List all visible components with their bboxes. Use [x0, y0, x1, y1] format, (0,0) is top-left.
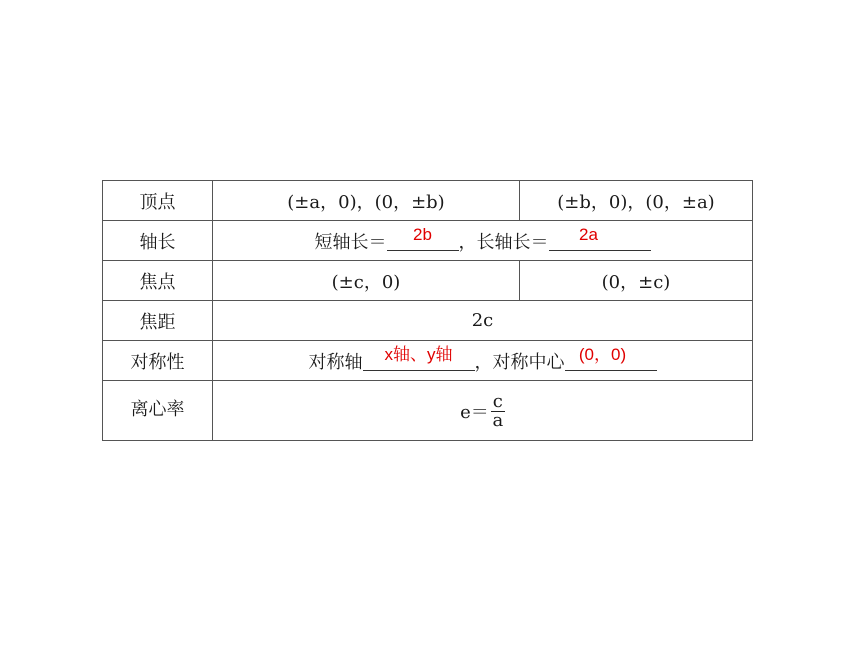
row-label: 离心率: [103, 381, 213, 441]
minor-axis-blank: [387, 225, 459, 251]
row-label: 焦距: [103, 301, 213, 340]
table-row-eccentricity: [103, 381, 752, 441]
symmetry-center-answer: (0，0): [578, 345, 627, 364]
row-label: 焦点: [103, 261, 213, 300]
table-row-focus: [103, 261, 752, 301]
symmetry-axis-blank: [363, 345, 475, 371]
symmetry-axis-answer: x轴、y轴: [384, 345, 453, 364]
symmetry-center-blank: [565, 345, 657, 371]
minor-axis-answer: 2b: [413, 225, 432, 244]
fraction-numerator: c: [492, 390, 503, 412]
symmetry-center-text: ，对称中心: [474, 351, 565, 373]
fraction-denominator: a: [492, 409, 504, 431]
table-row-focal-distance: [103, 301, 752, 341]
table-row-axis-length: [103, 221, 752, 261]
table-row-vertex: [103, 181, 752, 221]
row-label: 对称性: [103, 341, 213, 380]
focus-vertical-value: (0，±c): [601, 271, 671, 293]
eccentricity-content: [213, 381, 752, 441]
focus-horizontal-value: (±c，0): [213, 261, 520, 300]
major-axis-answer: 2a: [579, 225, 598, 244]
vertex-vertical-value: (±b，0)，(0，±a): [557, 191, 715, 213]
eccentricity-prefix: e＝: [460, 402, 489, 423]
symmetry-axis-text: 对称轴: [308, 351, 363, 373]
table-row-symmetry: [103, 341, 752, 381]
eccentricity-fraction: [491, 390, 505, 431]
ellipse-properties-table: [102, 180, 753, 441]
vertex-horizontal-value: (±a，0)，(0，±b): [213, 181, 520, 220]
focal-distance-value: 2c: [471, 310, 494, 331]
minor-axis-text: 短轴长＝: [314, 231, 387, 253]
row-label: 顶点: [103, 181, 213, 220]
row-label: 轴长: [103, 221, 213, 260]
symmetry-content: [213, 341, 752, 380]
major-axis-blank: [549, 225, 651, 251]
axis-length-content: [213, 221, 752, 260]
major-axis-text: ，长轴长＝: [458, 231, 549, 253]
